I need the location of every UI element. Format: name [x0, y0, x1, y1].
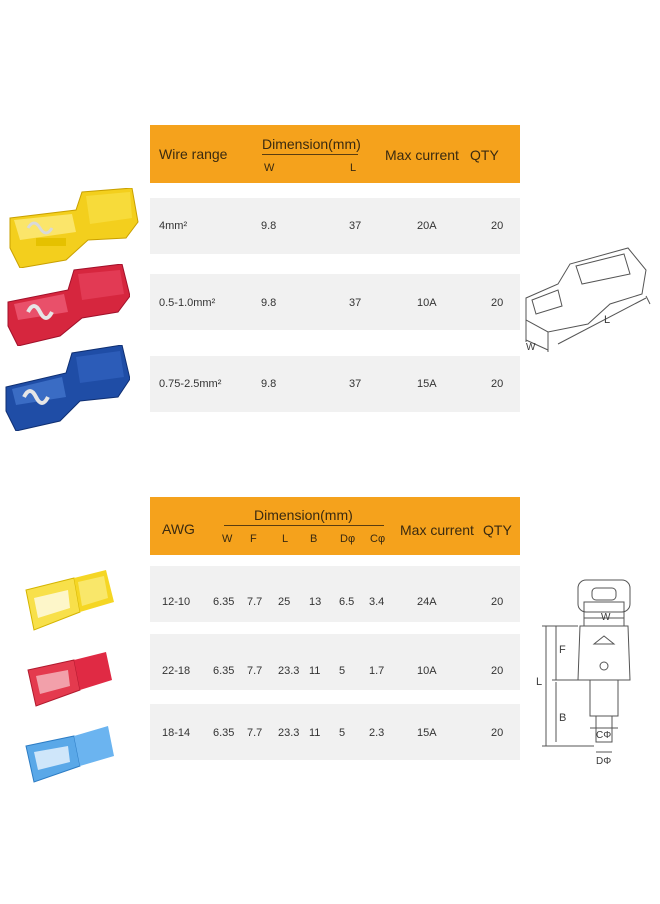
- l-header: L: [282, 533, 289, 545]
- diagram-label-w: W: [526, 342, 536, 353]
- f-header: F: [250, 533, 257, 545]
- l-cell: 37: [349, 220, 362, 232]
- spade-label-d: DΦ: [596, 756, 612, 767]
- c-cell: 2.3: [369, 727, 385, 739]
- awg-cell: 22-18: [162, 665, 191, 677]
- spade-label-l: L: [536, 676, 543, 688]
- w-cell: 6.35: [213, 727, 235, 739]
- qty-header: QTY: [483, 522, 512, 538]
- b-cell: 11: [309, 665, 321, 677]
- dimension-underline: [224, 525, 384, 526]
- w-cell: 6.35: [213, 665, 235, 677]
- b-cell: 11: [309, 727, 321, 739]
- red-spade-connector-image: [26, 650, 114, 714]
- f-cell: 7.7: [247, 665, 263, 677]
- l-cell: 37: [349, 297, 362, 309]
- wire-range-cell: 0.75-2.5mm²: [159, 378, 222, 390]
- qty-cell: 20: [491, 220, 504, 232]
- diagram-label-l: L: [604, 314, 611, 326]
- dimension-header: Dimension(mm): [254, 507, 353, 523]
- d-header: Dφ: [340, 533, 356, 545]
- l-cell: 23.3: [278, 665, 300, 677]
- table-row: [150, 704, 520, 760]
- t-tap-dimension-diagram: [518, 240, 658, 364]
- spade-label-c: CΦ: [596, 730, 612, 741]
- qty-cell: 20: [491, 378, 504, 390]
- b-header: B: [310, 533, 318, 545]
- qty-cell: 20: [491, 727, 504, 739]
- red-t-tap-connector-image: [6, 264, 130, 346]
- current-cell: 20A: [417, 220, 437, 232]
- max-current-header: Max current: [385, 147, 459, 163]
- wire-range-header: Wire range: [159, 146, 228, 162]
- current-cell: 15A: [417, 727, 437, 739]
- spade-label-f: F: [559, 644, 566, 656]
- max-current-header: Max current: [400, 522, 474, 538]
- table1-header: [150, 125, 520, 183]
- table-row: [150, 198, 520, 254]
- yellow-spade-connector-image: [24, 568, 116, 640]
- table2-header: [150, 497, 520, 555]
- w-header: W: [222, 533, 233, 545]
- current-cell: 10A: [417, 665, 437, 677]
- spade-label-b: B: [559, 712, 567, 724]
- table-row: [150, 566, 520, 622]
- current-cell: 10A: [417, 297, 437, 309]
- wire-range-cell: 4mm²: [159, 220, 188, 232]
- wire-range-cell: 0.5-1.0mm²: [159, 297, 216, 309]
- d-cell: 5: [339, 665, 346, 677]
- table-row: [150, 634, 520, 690]
- current-cell: 24A: [417, 596, 437, 608]
- yellow-t-tap-connector-image: [6, 188, 140, 268]
- dimension-underline: [262, 154, 358, 155]
- w-cell: 6.35: [213, 596, 235, 608]
- c-header: Cφ: [370, 533, 386, 545]
- awg-cell: 18-14: [162, 727, 191, 739]
- w-cell: 9.8: [261, 378, 277, 390]
- qty-cell: 20: [491, 297, 504, 309]
- w-cell: 9.8: [261, 220, 277, 232]
- l-header: L: [350, 162, 357, 174]
- qty-header: QTY: [470, 147, 499, 163]
- qty-cell: 20: [491, 596, 504, 608]
- w-cell: 9.8: [261, 297, 277, 309]
- current-cell: 15A: [417, 378, 437, 390]
- c-cell: 1.7: [369, 665, 385, 677]
- table-row: [150, 274, 520, 330]
- blue-t-tap-connector-image: [4, 345, 130, 431]
- dimension-header: Dimension(mm): [262, 136, 361, 152]
- f-cell: 7.7: [247, 596, 263, 608]
- l-cell: 25: [278, 596, 291, 608]
- l-cell: 37: [349, 378, 362, 390]
- b-cell: 13: [309, 596, 322, 608]
- d-cell: 5: [339, 727, 346, 739]
- c-cell: 3.4: [369, 596, 385, 608]
- awg-cell: 12-10: [162, 596, 191, 608]
- table-row: [150, 356, 520, 412]
- d-cell: 6.5: [339, 596, 355, 608]
- f-cell: 7.7: [247, 727, 263, 739]
- spade-label-w: W: [601, 612, 611, 623]
- l-cell: 23.3: [278, 727, 300, 739]
- awg-header: AWG: [162, 521, 195, 537]
- blue-spade-connector-image: [24, 724, 116, 788]
- w-header: W: [264, 162, 275, 174]
- qty-cell: 20: [491, 665, 504, 677]
